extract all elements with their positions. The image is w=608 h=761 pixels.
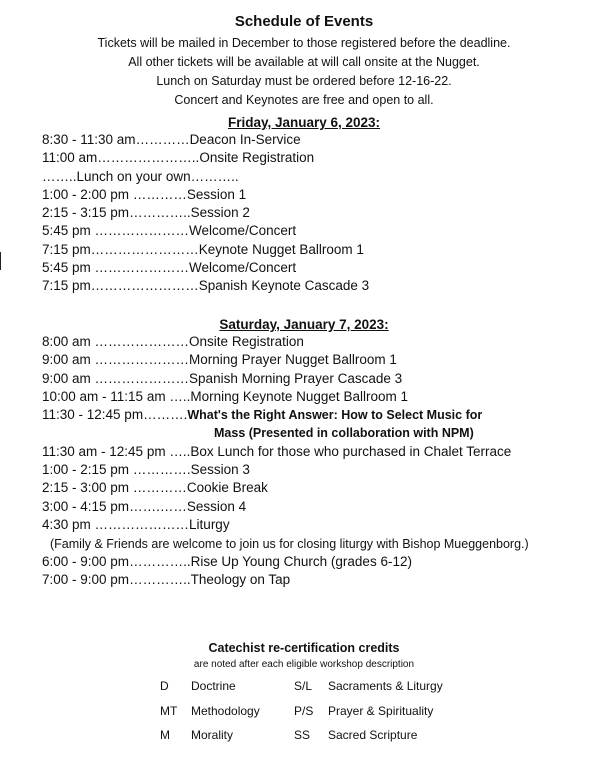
row-time: 6:00 - 9:00 pm: [42, 554, 130, 569]
row-event: Lunch on your own………..: [76, 168, 239, 184]
row-leader: ……………………: [90, 278, 199, 294]
row-event: Session 3: [190, 462, 250, 478]
credit-code: M: [160, 728, 170, 742]
margin-mark: [0, 252, 1, 270]
schedule-row: [42, 168, 369, 186]
row-time: 2:15 - 3:00 pm: [42, 480, 130, 496]
row-time: 1:00 - 2:15 pm: [42, 462, 130, 478]
intro-line: All other tickets will be available at will call onsite at the Nugget.: [128, 55, 480, 69]
page-title: Schedule of Events: [234, 13, 374, 30]
saturday-evening-schedule: [42, 553, 412, 590]
row-event: Welcome/Concert: [189, 223, 297, 239]
row-time: 1:00 - 2:00 pm: [42, 186, 130, 202]
row-event: Onsite Registration: [189, 334, 304, 349]
saturday-heading: Saturday, January 7, 2023:: [219, 317, 389, 332]
credit-code: MT: [160, 703, 178, 718]
row-event: Keynote Nugget Ballroom 1: [198, 241, 364, 257]
row-event: Welcome/Concert: [189, 260, 297, 276]
row-leader: ……..: [42, 168, 77, 184]
schedule-row: [42, 571, 412, 589]
friday-heading: Friday, January 6, 2023:: [227, 115, 381, 130]
row-time: 10:00 am - 11:15 am: [42, 388, 166, 404]
row-time: 11:00 am: [42, 150, 98, 166]
row-leader: …….……: [129, 498, 187, 514]
credits-subtitle: are noted after each eligible workshop description: [193, 659, 415, 670]
schedule-row: [42, 479, 511, 497]
schedule-row: [42, 186, 369, 204]
credit-label: Sacred Scripture: [328, 728, 418, 742]
row-leader: …………………: [90, 370, 190, 386]
schedule-row: [42, 204, 369, 222]
schedule-row: [42, 131, 369, 149]
credit-code: D: [160, 679, 169, 693]
row-leader: …………………..: [97, 150, 200, 166]
row-time: 5:45 pm: [42, 260, 91, 276]
row-time: 7:15 pm: [42, 278, 91, 294]
row-time: 8:00 am: [42, 334, 91, 349]
intro-block: [0, 34, 608, 110]
schedule-row: [42, 443, 511, 461]
row-event: Session 4: [186, 498, 247, 514]
credit-code: P/S: [294, 703, 314, 718]
intro-line: Tickets will be mailed in December to those registered before the deadline.: [97, 36, 511, 50]
schedule-row: [42, 370, 511, 388]
row-leader: …………………: [90, 223, 190, 239]
row-event: Theology on Tap: [190, 572, 291, 588]
row-event: Box Lunch for those who purchased in Chalet Terrace: [190, 443, 512, 459]
row-time: 7:15 pm: [42, 241, 91, 257]
row-event: Session 1: [186, 186, 247, 202]
schedule-row: [42, 241, 369, 259]
credit-label: Prayer & Spirituality: [328, 703, 434, 718]
row-event: Deacon In-Service: [189, 132, 301, 147]
row-time: 2:15 - 3:15 pm: [42, 205, 130, 221]
schedule-row: [42, 333, 511, 351]
row-leader: …………: [129, 480, 187, 496]
row-leader: …………………: [90, 260, 190, 276]
schedule-row: [42, 259, 369, 277]
credit-code: S/L: [294, 679, 313, 693]
schedule-row: [42, 553, 412, 571]
row-event: Morning Keynote Nugget Ballroom 1: [190, 388, 408, 404]
credits-title: Catechist re-certification credits: [208, 641, 400, 655]
saturday-schedule: [42, 333, 511, 534]
row-time: 3:00 - 4:15 pm: [42, 498, 130, 514]
credit-label: Doctrine: [191, 679, 236, 693]
row-leader: …………..: [129, 205, 191, 221]
row-time: 9:00 am: [42, 370, 91, 386]
row-time: 5:45 pm: [42, 223, 91, 239]
row-time: 4:30 pm: [42, 516, 91, 532]
row-leader: ……….: [143, 407, 188, 423]
row-time: 11:30 am - 12:45 pm: [42, 443, 166, 459]
liturgy-note: (Family & Friends are welcome to join us for closing liturgy with Bishop Mueggenborg.): [50, 537, 529, 551]
row-time: 7:00 - 9:00 pm: [42, 572, 130, 588]
friday-schedule: [42, 131, 369, 296]
row-leader: …………………: [90, 334, 190, 349]
schedule-row: [42, 222, 369, 240]
intro-line: Lunch on Saturday must be ordered before 12-16-22.: [156, 74, 452, 88]
credit-code: SS: [294, 728, 311, 742]
row-leader: …..: [165, 388, 191, 404]
credit-label: Sacraments & Liturgy: [328, 679, 443, 693]
row-time: 8:30 - 11:30 am: [42, 132, 136, 147]
row-leader: ………….: [129, 462, 191, 478]
row-leader: …………………: [90, 352, 190, 368]
schedule-row: [42, 277, 369, 295]
intro-line: Concert and Keynotes are free and open to all.: [174, 93, 434, 107]
row-event: Rise Up Young Church (grades 6-12): [190, 554, 412, 569]
row-time: 11:30 - 12:45 pm: [42, 407, 144, 423]
schedule-row: [42, 516, 511, 534]
row-event: Liturgy: [189, 516, 230, 532]
row-leader: …………..: [129, 572, 191, 588]
schedule-row: [42, 149, 369, 167]
schedule-row: [42, 351, 511, 369]
schedule-row: [42, 461, 511, 479]
row-event: Session 2: [190, 205, 250, 221]
row-event-continuation: Mass (Presented in collaboration with NPM): [214, 426, 474, 441]
row-leader: ……………………: [90, 241, 199, 257]
schedule-row: [42, 498, 511, 516]
schedule-row-featured: [42, 406, 511, 424]
row-leader: …………: [129, 186, 187, 202]
row-leader: …………: [135, 132, 190, 147]
credit-label: Morality: [191, 728, 234, 742]
row-event: Morning Prayer Nugget Ballroom 1: [189, 352, 397, 368]
row-event: Onsite Registration: [199, 150, 315, 166]
row-leader: …………………: [90, 516, 190, 532]
row-event: Spanish Keynote Cascade 3: [198, 278, 370, 294]
row-leader: …………..: [129, 554, 191, 569]
row-leader: …..: [165, 443, 191, 459]
row-event: What's the Right Answer: How to Select Music for: [187, 408, 483, 423]
row-event: Spanish Morning Prayer Cascade 3: [189, 370, 403, 386]
schedule-row: [42, 388, 511, 406]
credit-label: Methodology: [191, 703, 260, 718]
row-event: Cookie Break: [186, 480, 268, 496]
row-time: 9:00 am: [42, 352, 91, 368]
